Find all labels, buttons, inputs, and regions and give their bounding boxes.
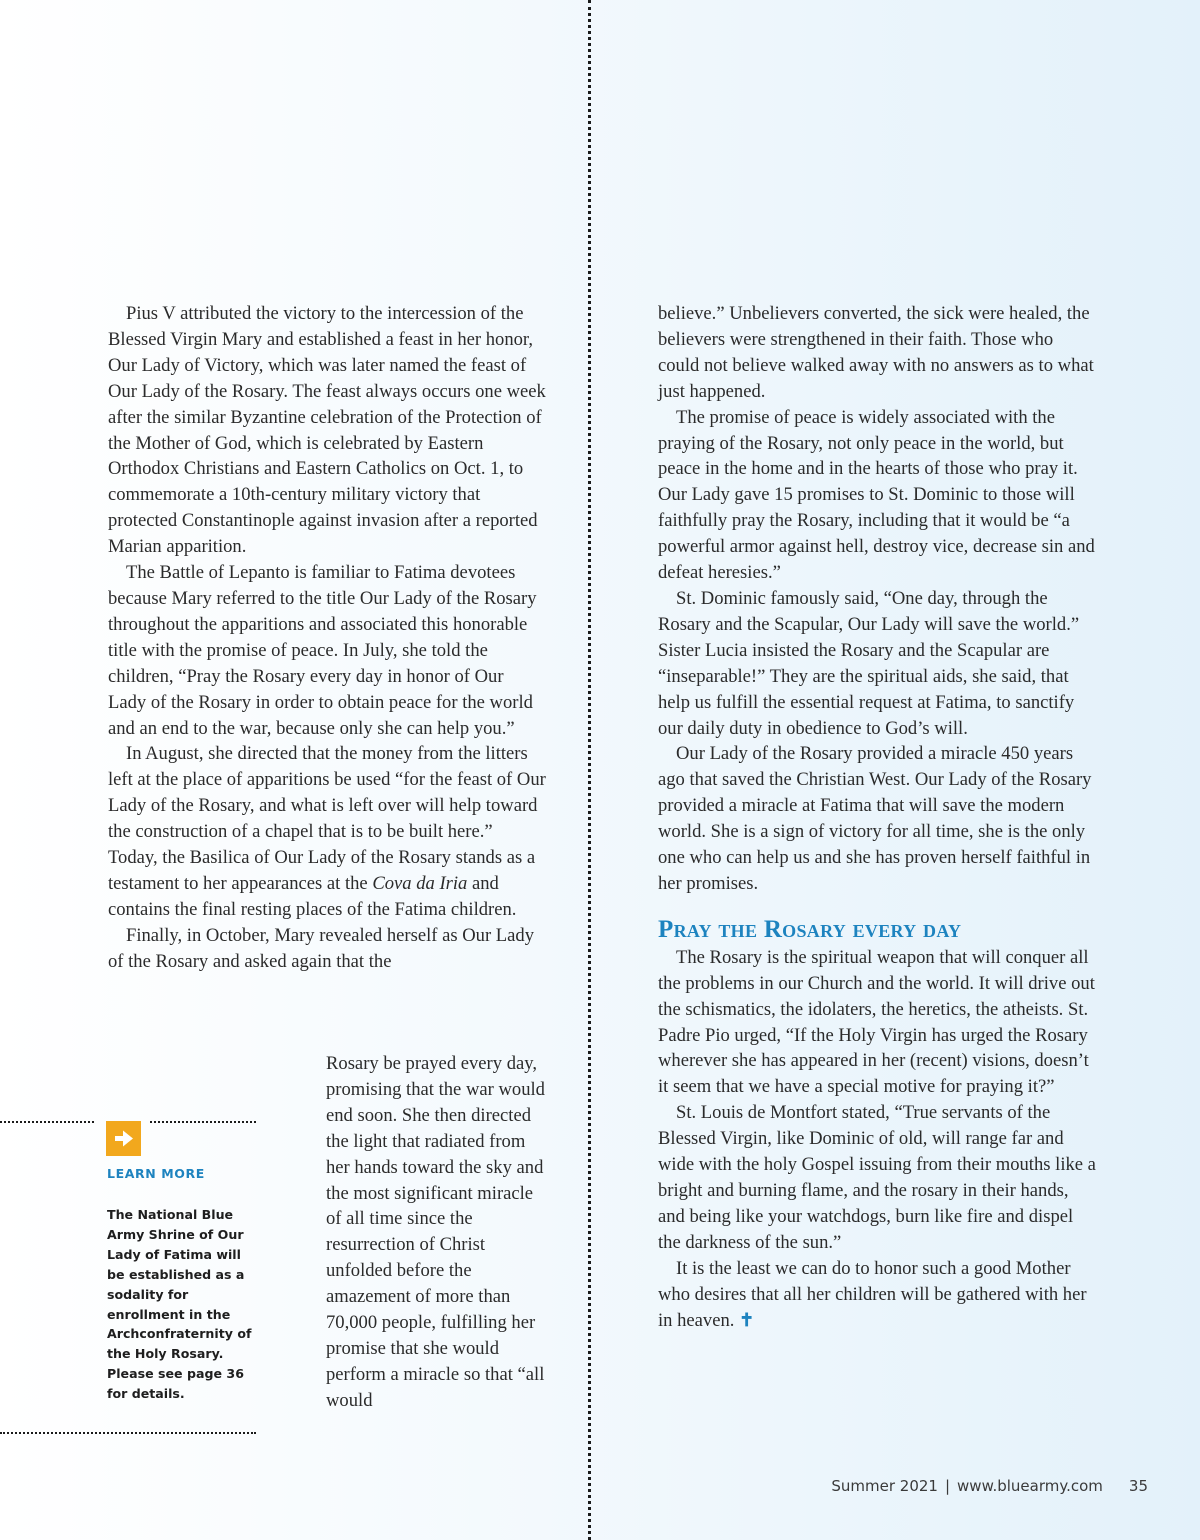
paragraph-text: In August, she directed that the money from the litters left at the place of apparitions be used “for the feast of Our Lady of the Rosary, and what is left over will help toward the construction of a chapel that is to be built here.” Today, the Basilica of Our Lady of the Rosary stands as a testament to her appearances at the <box>108 743 546 894</box>
body-paragraph: St. Louis de Montfort stated, “True servants of the Blessed Virgin, like Dominic of old, will range far and wide with the holy Gospel issuing from their mouths like a bright and burning flame, and the rosary in their hands, and being like your watchdogs, burn like fire and dispel the darkness of the sun.” <box>658 1102 1096 1253</box>
body-paragraph-continued: believe.” Unbelievers converted, the sick were healed, the believers were strengthened in their faith. Those who could not believe walked away with no answers as to what just happened. <box>658 303 1094 402</box>
learn-more-title: LEARN MORE <box>107 1166 205 1181</box>
body-paragraph-continued: Rosary be prayed every day, promising that the war would end soon. She then directed the light that radiated from her hands toward the sky and the most significant miracle of all time since the resurrection of Christ unfolded before the amazement of more than 70,000 people, fulfilling her promise that she would perform a miracle so that “all would <box>326 1053 545 1411</box>
body-paragraph <box>108 741 546 922</box>
body-paragraph: Finally, in October, Mary revealed herself as Our Lady of the Rosary and asked again that the <box>108 924 534 972</box>
body-paragraph: The Rosary is the spiritual weapon that will conquer all the problems in our Church and the world. It will drive out the schismatics, the idolaters, the heretics, the atheists. St. Padre Pio urged, “If the Holy Virgin has urged the Rosary wherever she has appeared in her (recent) visions, doesn’t it seem that we have a special motive for praying it?” <box>658 946 1095 1098</box>
body-paragraph: The promise of peace is widely associated with the praying of the Rosary, not only peace in the world, but peace in the home and in the hearts of those who pray it. Our Lady gave 15 promises to St. Dominic to those will faithfully pray the Rosary, including that it would be “a powerful armor against hell, destroy vice, decrease sin and defeat heresies.” <box>658 406 1095 584</box>
paragraph-text: and contains the final resting places of the Fatima children. <box>108 872 517 920</box>
issue-label: Summer 2021 <box>831 1477 938 1495</box>
body-paragraph: St. Dominic famously said, “One day, through the Rosary and the Scapular, Our Lady will save the world.” Sister Lucia insisted the Rosary and the Scapular are “inseparable!” They are the spiritual aids, she said, that help us fulfill the essential request at Fatima, to sanctify our daily duty in obedience to God’s will. <box>658 587 1080 739</box>
page-footer <box>831 1477 1148 1495</box>
sidebar-text: The National Blue Army Shrine of Our Lady of Fatima will be established as a sodality for enrollment in the Archconfraternity of the Holy Rosary. Please see page 36 for details. <box>107 1207 252 1402</box>
right-column <box>658 301 1098 1333</box>
sidebar-bottom-rule <box>0 1432 256 1434</box>
section-heading: Pray the Rosary every day <box>658 915 962 943</box>
page-number: 35 <box>1128 1477 1148 1495</box>
body-paragraph <box>658 1256 1098 1334</box>
column-divider <box>588 0 591 1540</box>
body-paragraph: The Battle of Lepanto is familiar to Fatima devotees because Mary referred to the title Our Lady of the Rosary throughout the apparitions and associated this honorable title with the promise of peace. In July, she told the children, “Pray the Rosary every day in honor of Our Lady of the Rosary in order to obtain peace for the world and an end to the war, because only she can help you.” <box>108 562 537 739</box>
footer-separator: | <box>944 1477 951 1495</box>
body-paragraph: Our Lady of the Rosary provided a miracle 450 years ago that saved the Christian West. Our Lady of the Rosary provided a miracle at Fatima that will save the modern world. She is a sign of victory for all time, she is the only one who can help us and she has proven herself faithful in her promises. <box>658 743 1092 894</box>
sidebar-top-rule <box>150 1121 256 1123</box>
website-link[interactable]: www.bluearmy.com <box>957 1477 1103 1495</box>
italic-place-name: Cova da Iria <box>372 872 468 894</box>
sidebar-top-rule <box>0 1121 94 1123</box>
left-column <box>108 301 546 975</box>
paragraph-text: It is the least we can do to honor such a good Mother who desires that all her children will be gathered with her in heaven. <box>658 1257 1087 1331</box>
right-arrow-icon <box>106 1121 141 1156</box>
left-column-continuation <box>326 1051 548 1414</box>
cross-icon: ✝ <box>739 1309 755 1330</box>
body-paragraph: Pius V attributed the victory to the intercession of the Blessed Virgin Mary and established a feast in her honor, Our Lady of Victory, which was later named the feast of Our Lady of the Rosary. The feast always occurs one week after the similar Byzantine celebration of the Protection of the Mother of God, which is celebrated by Eastern Orthodox Christians and Eastern Catholics on Oct. 1, to commemorate a 10th-century military victory that protected Constantinople against invasion after a reported Marian apparition. <box>108 303 546 558</box>
